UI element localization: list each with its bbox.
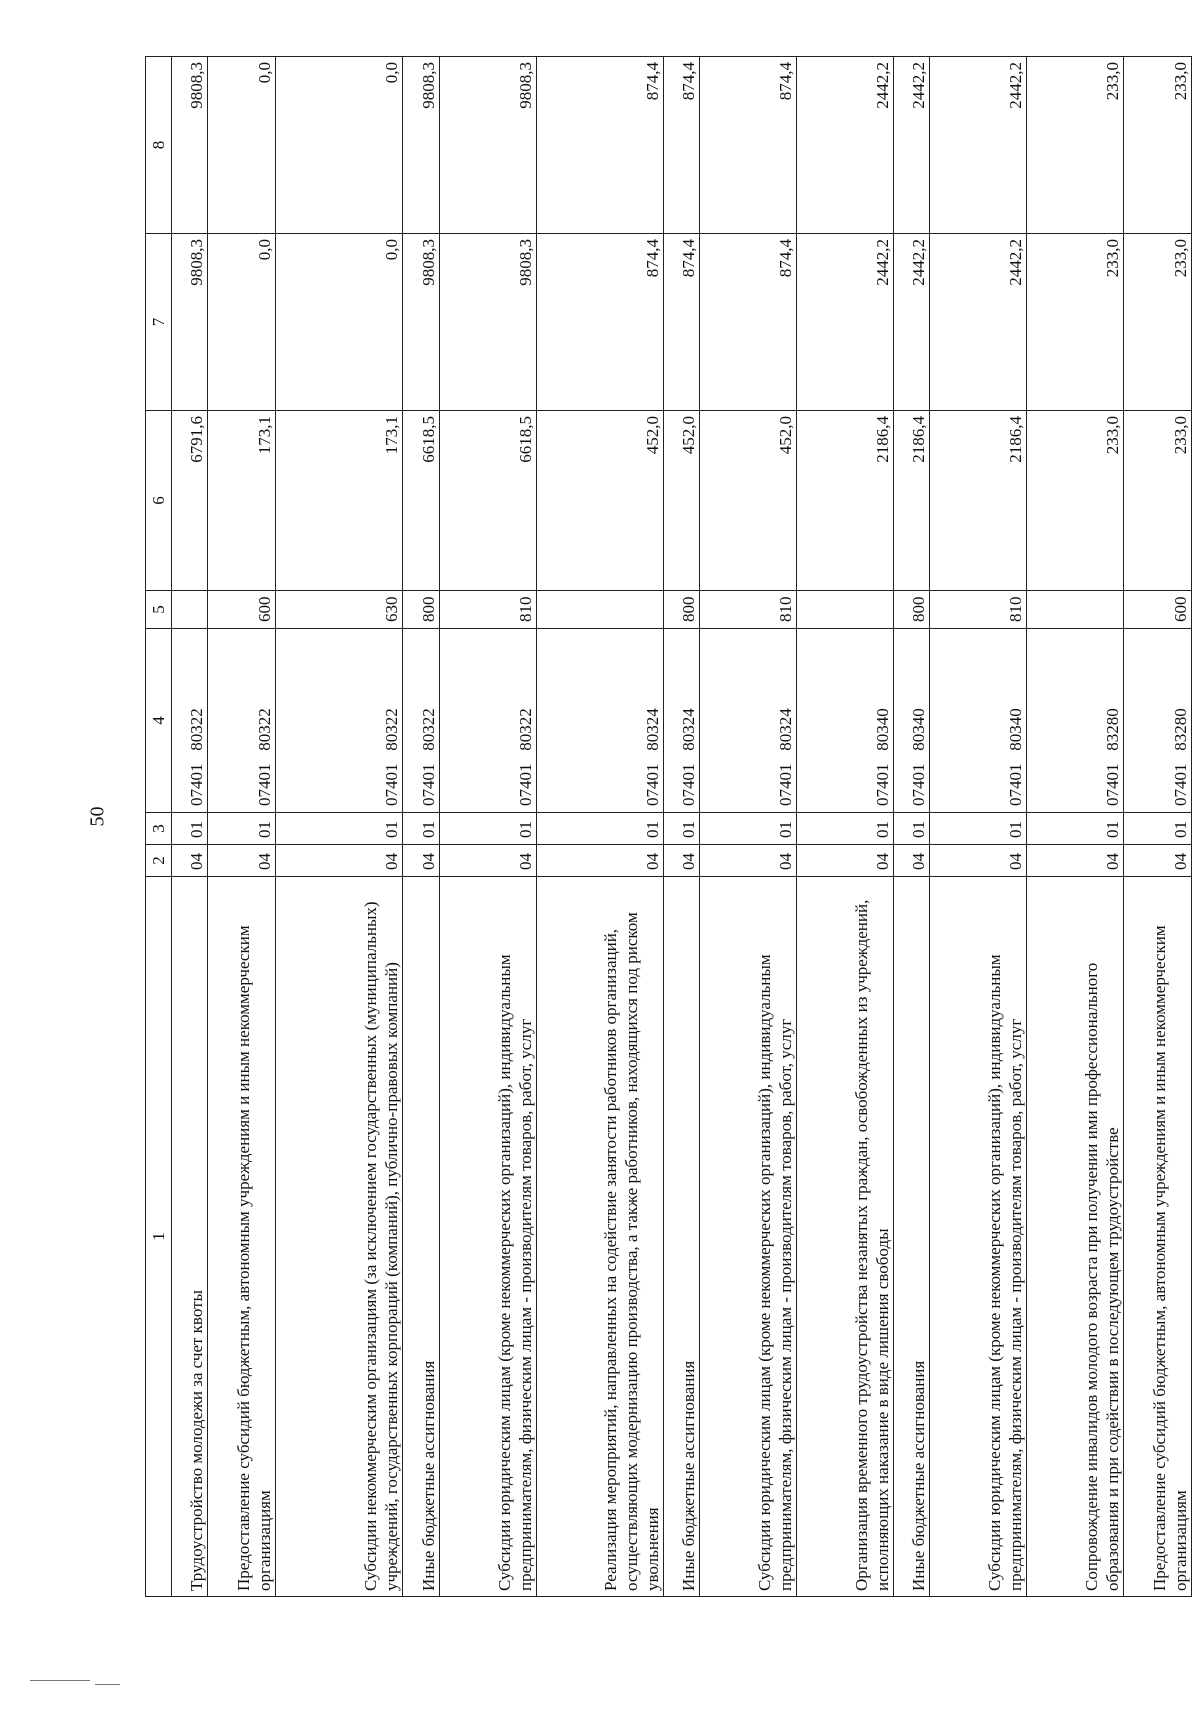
row-amount-1-cell: 233,0 bbox=[1027, 411, 1124, 591]
row-subsection-cell: 01 bbox=[700, 813, 797, 845]
row-amount-3-cell: 233,0 bbox=[1124, 57, 1192, 234]
row-target-cell bbox=[439, 629, 536, 813]
row-subsection-cell: 01 bbox=[893, 813, 929, 845]
row-name-cell: Иные бюджетные ассигнования bbox=[663, 877, 699, 1597]
row-target-cell bbox=[1027, 629, 1124, 813]
row-expense-type-cell bbox=[536, 591, 663, 629]
row-amount-2-cell: 874,4 bbox=[700, 234, 797, 411]
target-code-item: 80322 bbox=[255, 708, 275, 751]
row-section-cell: 04 bbox=[1027, 845, 1124, 877]
target-code-program: 07401 bbox=[776, 763, 795, 806]
row-target-cell bbox=[403, 629, 439, 813]
page-number: 50 bbox=[86, 806, 109, 827]
table-row bbox=[439, 57, 536, 1597]
row-expense-type-cell: 810 bbox=[700, 591, 797, 629]
table-row bbox=[700, 57, 797, 1597]
target-code-program: 07401 bbox=[909, 763, 929, 806]
target-code-item: 80322 bbox=[515, 708, 535, 751]
target-code-program: 07401 bbox=[872, 763, 892, 806]
row-name-cell: Иные бюджетные ассигнования bbox=[893, 877, 929, 1597]
row-amount-1-cell: 173,1 bbox=[208, 411, 276, 591]
row-subsection-cell: 01 bbox=[663, 813, 699, 845]
table-row bbox=[797, 57, 894, 1597]
row-section-cell: 04 bbox=[439, 845, 536, 877]
row-section-cell: 04 bbox=[208, 845, 276, 877]
row-expense-type-cell: 630 bbox=[276, 591, 403, 629]
target-code-item: 80322 bbox=[187, 708, 207, 751]
row-target-cell bbox=[893, 629, 929, 813]
row-expense-type-cell bbox=[797, 591, 894, 629]
row-amount-2-cell: 9808,3 bbox=[172, 234, 208, 411]
table-row bbox=[1124, 57, 1192, 1597]
row-subsection-cell: 01 bbox=[403, 813, 439, 845]
row-target-cell bbox=[930, 629, 1027, 813]
row-name-cell: Предоставление субсидий бюджетным, автономным учреждениям и иным некоммерческим организациям bbox=[208, 877, 276, 1597]
target-code-item: 80324 bbox=[679, 708, 699, 751]
target-code-item: 80340 bbox=[872, 708, 892, 751]
row-amount-2-cell: 874,4 bbox=[536, 234, 663, 411]
row-target-cell bbox=[663, 629, 699, 813]
scan-artifact bbox=[95, 1684, 120, 1685]
row-section-cell: 04 bbox=[403, 845, 439, 877]
row-expense-type-cell: 800 bbox=[403, 591, 439, 629]
row-subsection-cell: 01 bbox=[276, 813, 403, 845]
row-target-cell bbox=[172, 629, 208, 813]
row-section-cell: 04 bbox=[663, 845, 699, 877]
row-subsection-cell: 01 bbox=[172, 813, 208, 845]
row-expense-type-cell: 810 bbox=[930, 591, 1027, 629]
target-code-item: 80322 bbox=[382, 708, 402, 751]
target-code-program: 07401 bbox=[1103, 763, 1123, 806]
row-name-cell: Иные бюджетные ассигнования bbox=[403, 877, 439, 1597]
row-target-cell bbox=[700, 629, 797, 813]
target-code-item: 83280 bbox=[1103, 708, 1123, 751]
row-name-cell: Субсидии юридическим лицам (кроме некоммерческих организаций), индивидуальным предпринимателям, физическим лицам - производителям товаров, работ, услуг bbox=[930, 877, 1027, 1597]
table-row bbox=[208, 57, 276, 1597]
row-amount-1-cell: 6618,5 bbox=[439, 411, 536, 591]
target-code-item: 80340 bbox=[1006, 708, 1026, 751]
budget-table bbox=[145, 56, 1192, 1597]
target-code-program: 07401 bbox=[515, 763, 535, 806]
row-amount-1-cell: 452,0 bbox=[700, 411, 797, 591]
row-amount-1-cell: 233,0 bbox=[1124, 411, 1192, 591]
row-amount-3-cell: 874,4 bbox=[536, 57, 663, 234]
row-subsection-cell: 01 bbox=[439, 813, 536, 845]
table-body bbox=[172, 57, 1192, 1597]
row-amount-2-cell: 0,0 bbox=[276, 234, 403, 411]
row-name-cell: Субсидии некоммерческим организациям (за исключением государственных (муниципальных) учреждений, государственных корпораций (компаний), публично-правовых компаний) bbox=[276, 877, 403, 1597]
table-row bbox=[1027, 57, 1124, 1597]
header-col-1: 1 bbox=[146, 877, 172, 1597]
row-amount-1-cell: 2186,4 bbox=[797, 411, 894, 591]
row-name-cell: Трудоустройство молодежи за счет квоты bbox=[172, 877, 208, 1597]
row-amount-1-cell: 2186,4 bbox=[893, 411, 929, 591]
row-expense-type-cell bbox=[1027, 591, 1124, 629]
row-section-cell: 04 bbox=[700, 845, 797, 877]
target-code-item: 80322 bbox=[418, 708, 438, 751]
row-amount-2-cell: 874,4 bbox=[663, 234, 699, 411]
target-code-item: 80324 bbox=[642, 708, 662, 751]
row-amount-1-cell: 2186,4 bbox=[930, 411, 1027, 591]
rotated-table-wrapper bbox=[145, 57, 1192, 1597]
row-amount-3-cell: 874,4 bbox=[700, 57, 797, 234]
row-amount-3-cell: 2442,2 bbox=[930, 57, 1027, 234]
row-amount-2-cell: 233,0 bbox=[1124, 234, 1192, 411]
row-expense-type-cell: 810 bbox=[439, 591, 536, 629]
row-expense-type-cell: 800 bbox=[663, 591, 699, 629]
table-row bbox=[663, 57, 699, 1597]
row-section-cell: 04 bbox=[930, 845, 1027, 877]
row-amount-3-cell: 874,4 bbox=[663, 57, 699, 234]
row-amount-1-cell: 452,0 bbox=[536, 411, 663, 591]
row-target-cell bbox=[1124, 629, 1192, 813]
row-section-cell: 04 bbox=[536, 845, 663, 877]
target-code-program: 07401 bbox=[1171, 763, 1190, 806]
header-col-8: 8 bbox=[146, 57, 172, 234]
header-col-3: 3 bbox=[146, 813, 172, 845]
row-amount-2-cell: 2442,2 bbox=[797, 234, 894, 411]
row-target-cell bbox=[208, 629, 276, 813]
target-code-program: 07401 bbox=[1006, 763, 1026, 806]
target-code-program: 07401 bbox=[187, 763, 207, 806]
row-amount-2-cell: 2442,2 bbox=[893, 234, 929, 411]
row-amount-3-cell: 2442,2 bbox=[797, 57, 894, 234]
table-row bbox=[276, 57, 403, 1597]
row-subsection-cell: 01 bbox=[536, 813, 663, 845]
row-subsection-cell: 01 bbox=[930, 813, 1027, 845]
row-name-cell: Организация временного трудоустройства незанятых граждан, освобожденных из учреждений, исполняющих наказание в виде лишения свободы bbox=[797, 877, 894, 1597]
row-amount-1-cell: 6618,5 bbox=[403, 411, 439, 591]
row-name-cell: Субсидии юридическим лицам (кроме некоммерческих организаций), индивидуальным предпринимателям, физическим лицам - производителям товаров, работ, услуг bbox=[700, 877, 797, 1597]
header-col-7: 7 bbox=[146, 234, 172, 411]
row-expense-type-cell: 600 bbox=[208, 591, 276, 629]
header-col-6: 6 bbox=[146, 411, 172, 591]
row-target-cell bbox=[797, 629, 894, 813]
row-name-cell: Предоставление субсидий бюджетным, автономным учреждениям и иным некоммерческим организациям bbox=[1124, 877, 1192, 1597]
row-expense-type-cell bbox=[172, 591, 208, 629]
row-section-cell: 04 bbox=[1124, 845, 1192, 877]
scan-artifact bbox=[30, 1680, 90, 1681]
header-col-2: 2 bbox=[146, 845, 172, 877]
row-name-cell: Субсидии юридическим лицам (кроме некоммерческих организаций), индивидуальным предпринимателям, физическим лицам - производителям товаров, работ, услуг bbox=[439, 877, 536, 1597]
row-amount-3-cell: 0,0 bbox=[208, 57, 276, 234]
row-name-cell: Сопровождение инвалидов молодого возраста при получении ими профессионального образования и при содействии в последующем трудоустройстве bbox=[1027, 877, 1124, 1597]
row-subsection-cell: 01 bbox=[1124, 813, 1192, 845]
row-amount-3-cell: 9808,3 bbox=[439, 57, 536, 234]
row-amount-3-cell: 0,0 bbox=[276, 57, 403, 234]
table-row bbox=[172, 57, 208, 1597]
target-code-program: 07401 bbox=[679, 763, 699, 806]
row-amount-3-cell: 9808,3 bbox=[403, 57, 439, 234]
row-section-cell: 04 bbox=[172, 845, 208, 877]
header-row bbox=[146, 57, 172, 1597]
row-amount-2-cell: 9808,3 bbox=[439, 234, 536, 411]
row-subsection-cell: 01 bbox=[797, 813, 894, 845]
row-expense-type-cell: 800 bbox=[893, 591, 929, 629]
row-amount-2-cell: 2442,2 bbox=[930, 234, 1027, 411]
target-code-item: 83280 bbox=[1171, 708, 1190, 751]
header-col-4: 4 bbox=[146, 629, 172, 813]
target-code-program: 07401 bbox=[382, 763, 402, 806]
target-code-item: 80324 bbox=[776, 708, 795, 751]
row-amount-2-cell: 9808,3 bbox=[403, 234, 439, 411]
row-section-cell: 04 bbox=[893, 845, 929, 877]
row-target-cell bbox=[276, 629, 403, 813]
target-code-program: 07401 bbox=[642, 763, 662, 806]
row-expense-type-cell: 600 bbox=[1124, 591, 1192, 629]
row-amount-1-cell: 173,1 bbox=[276, 411, 403, 591]
row-name-cell: Реализация мероприятий, направленных на содействие занятости работников организаций, осуществляющих модернизацию производства, а также работников, находящихся под риском увольнения bbox=[536, 877, 663, 1597]
row-subsection-cell: 01 bbox=[1027, 813, 1124, 845]
target-code-item: 80340 bbox=[909, 708, 929, 751]
table-row bbox=[930, 57, 1027, 1597]
target-code-program: 07401 bbox=[255, 763, 275, 806]
row-target-cell bbox=[536, 629, 663, 813]
table-row bbox=[893, 57, 929, 1597]
row-subsection-cell: 01 bbox=[208, 813, 276, 845]
row-amount-2-cell: 0,0 bbox=[208, 234, 276, 411]
row-amount-3-cell: 9808,3 bbox=[172, 57, 208, 234]
table-row bbox=[536, 57, 663, 1597]
target-code-program: 07401 bbox=[418, 763, 438, 806]
header-col-5: 5 bbox=[146, 591, 172, 629]
row-amount-1-cell: 452,0 bbox=[663, 411, 699, 591]
table-row bbox=[403, 57, 439, 1597]
row-amount-2-cell: 233,0 bbox=[1027, 234, 1124, 411]
row-section-cell: 04 bbox=[797, 845, 894, 877]
row-amount-1-cell: 6791,6 bbox=[172, 411, 208, 591]
row-amount-3-cell: 233,0 bbox=[1027, 57, 1124, 234]
row-section-cell: 04 bbox=[276, 845, 403, 877]
row-amount-3-cell: 2442,2 bbox=[893, 57, 929, 234]
